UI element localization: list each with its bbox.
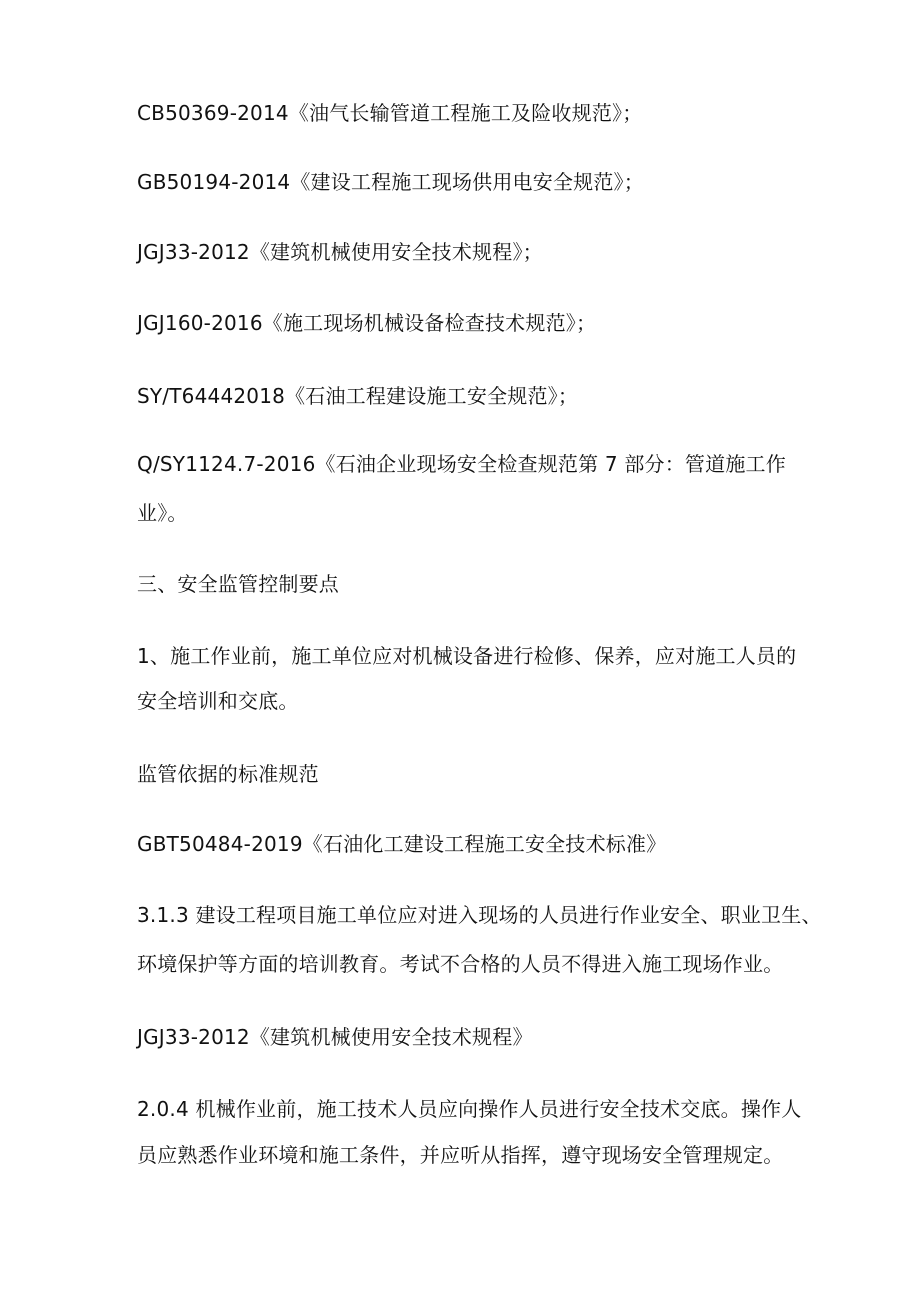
standard-line-jgj160: JGJ160-2016《施工现场机械设备检查技术规范》；	[137, 311, 597, 335]
paragraph-item-1-cont: 安全培训和交底。	[137, 689, 299, 713]
clause-3-1-3: 3.1.3 建设工程项目施工单位应对进入现场的人员进行作业安全、职业卫生、	[137, 903, 822, 927]
clause-3-1-3-cont: 环境保护等方面的培训教育。考试不合格的人员不得进入施工现场作业。	[137, 952, 784, 976]
clause-2-0-4-cont: 员应熟悉作业环境和施工条件，并应听从指挥，遵守现场安全管理规定。	[137, 1143, 784, 1167]
standard-line-cb50369: CB50369-2014《油气长输管道工程施工及险收规范》；	[137, 101, 643, 125]
standard-line-gb50194: GB50194-2014《建设工程施工现场供用电安全规范》；	[137, 170, 644, 194]
clause-2-0-4: 2.0.4 机械作业前，施工技术人员应向操作人员进行安全技术交底。操作人	[137, 1097, 802, 1121]
standard-line-jgj33: JGJ33-2012《建筑机械使用安全技术规程》；	[137, 240, 543, 264]
section-heading: 三、安全监管控制要点	[137, 572, 339, 596]
standard-line-qsy1124: Q/SY1124.7-2016《石油企业现场安全检查规范第 7 部分：管道施工作	[137, 452, 786, 476]
standard-line-qsy1124-cont: 业》。	[137, 501, 188, 525]
standard-line-jgj33-repeat: JGJ33-2012《建筑机械使用安全技术规程》	[137, 1025, 533, 1049]
paragraph-item-1: 1、施工作业前，施工单位应对机械设备进行检修、保养，应对施工人员的	[137, 644, 797, 668]
standard-line-syt6444: SY/T64442018《石油工程建设施工安全规范》；	[137, 384, 579, 408]
standard-line-gbt50484: GBT50484-2019《石油化工建设工程施工安全技术标准》	[137, 832, 667, 856]
subheading-basis: 监管依据的标准规范	[137, 762, 319, 786]
